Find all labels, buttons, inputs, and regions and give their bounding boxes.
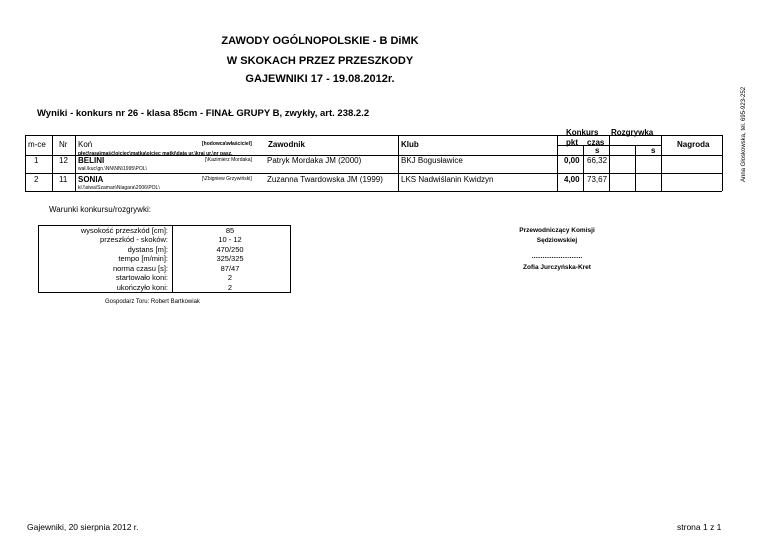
conditions-border (290, 225, 291, 293)
horse-info-header: płeć\rasa\maść\ojciec\matka\ojciec matki\data ur.\kraj ur.\nr pasz. (78, 151, 233, 157)
condition-label: startowało koni: (115, 273, 168, 282)
col-border (609, 135, 610, 191)
condition-value: 325/325 (216, 254, 244, 263)
time: 73,67 (587, 175, 608, 184)
conditions-border (172, 225, 173, 293)
condition-label: wysokość przeszkód [cm]: (80, 226, 168, 235)
condition-value: 10 - 12 (218, 235, 242, 244)
col-header-prize: Nagroda (677, 140, 710, 149)
condition-value: 2 (227, 283, 233, 292)
condition-value: 470/250 (216, 245, 244, 254)
col-header-nr: Nr (59, 140, 68, 149)
side-note-text: Anna Głoskowska, tel. 695-923-252 (741, 86, 747, 182)
col-header-pkt: pkt (566, 138, 578, 147)
rider-name: Patryk Mordaka JM (2000) (267, 156, 362, 165)
condition-label: norma czasu [s]: (112, 264, 168, 273)
col-border (398, 135, 399, 191)
col-header-horse: Koń (78, 140, 93, 149)
horse-info: kl.\\siwa\Szaman\Niagara\2006\POL\ (78, 185, 160, 191)
col-border (661, 135, 662, 191)
col-border (75, 135, 76, 191)
time: 66,32 (587, 156, 608, 165)
table-bottom-border (25, 191, 722, 192)
rider-name: Zuzanna Twardowska JM (1999) (267, 175, 383, 184)
signature-title: Sędziowskiej (536, 237, 578, 244)
course-designer: Gospodarz Toru: Robert Bartkowiak (105, 299, 200, 305)
condition-value: 87/47 (220, 264, 240, 273)
col-header-club: Klub (401, 140, 419, 149)
event-discipline: W SKOKACH PRZEZ PRZESZKODY (226, 55, 414, 67)
event-title: ZAWODY OGÓLNOPOLSKIE - B DiMK (221, 35, 419, 47)
col-header-owner: [hodowca\właściciel] (202, 141, 252, 147)
col-header-czas: czas (587, 138, 605, 147)
col-header-rozgrywka-unit: s (651, 146, 656, 155)
col-border (52, 135, 53, 191)
condition-label: ukończyło koni: (116, 283, 168, 292)
place: 1 (34, 156, 39, 165)
col-border (583, 145, 584, 191)
event-location-date: GAJEWNIKI 17 - 19.08.2012r. (245, 73, 395, 85)
points: 0,00 (564, 156, 580, 165)
horse-owner: [\Kazimierz Mordaka] (205, 157, 252, 163)
conditions-bottom-border (38, 292, 290, 293)
col-border (557, 135, 558, 191)
condition-label: przeszkód - skoków: (100, 235, 168, 244)
col-border (25, 135, 26, 191)
condition-label: tempo [m/min]: (118, 254, 168, 263)
horse-info: wał.\kuc\gn.\NN\NN\1995\POL\ (78, 166, 147, 172)
col-border (635, 145, 636, 191)
horse-name: BELINI (78, 156, 105, 165)
club-name: BKJ Bogusławice (401, 156, 463, 165)
condition-value: 85 (225, 226, 235, 235)
footer-date: Gajewniki, 20 sierpnia 2012 r. (27, 522, 139, 532)
page-number: strona 1 z 1 (677, 522, 722, 532)
horse-name: SONIA (78, 175, 104, 184)
results-subtitle: Wyniki - konkurs nr 26 - klasa 85cm - FINAŁ GRUPY B, zwykły, art. 238.2.2 (37, 108, 370, 119)
condition-label: dystans [m]: (127, 245, 168, 254)
place: 2 (34, 175, 39, 184)
col-header-rozgrywka: Rozgrywka (611, 128, 654, 137)
signature-title: Przewodniczący Komisji (519, 227, 595, 234)
side-note (741, 62, 750, 182)
col-border (722, 135, 723, 191)
start-number: 12 (59, 156, 68, 165)
start-number: 11 (59, 175, 68, 184)
col-header-place: m-ce (28, 140, 46, 149)
horse-owner: [\Zbigniew Grzywiński] (202, 176, 252, 182)
condition-value: 2 (227, 273, 233, 282)
signature-name: Zofia Jurczyńska-Kret (523, 264, 591, 271)
points: 4,00 (564, 175, 580, 184)
signature-line: ............................ (531, 253, 583, 260)
col-header-konkurs: Konkurs (566, 128, 599, 137)
col-header-rider: Zawodnik (268, 140, 305, 149)
club-name: LKS Nadwiślanin Kwidzyn (401, 175, 494, 184)
row-divider (25, 173, 722, 174)
conditions-title: Warunki konkursu/rozgrywki: (49, 205, 151, 214)
col-header-czas-unit: s (595, 146, 600, 155)
